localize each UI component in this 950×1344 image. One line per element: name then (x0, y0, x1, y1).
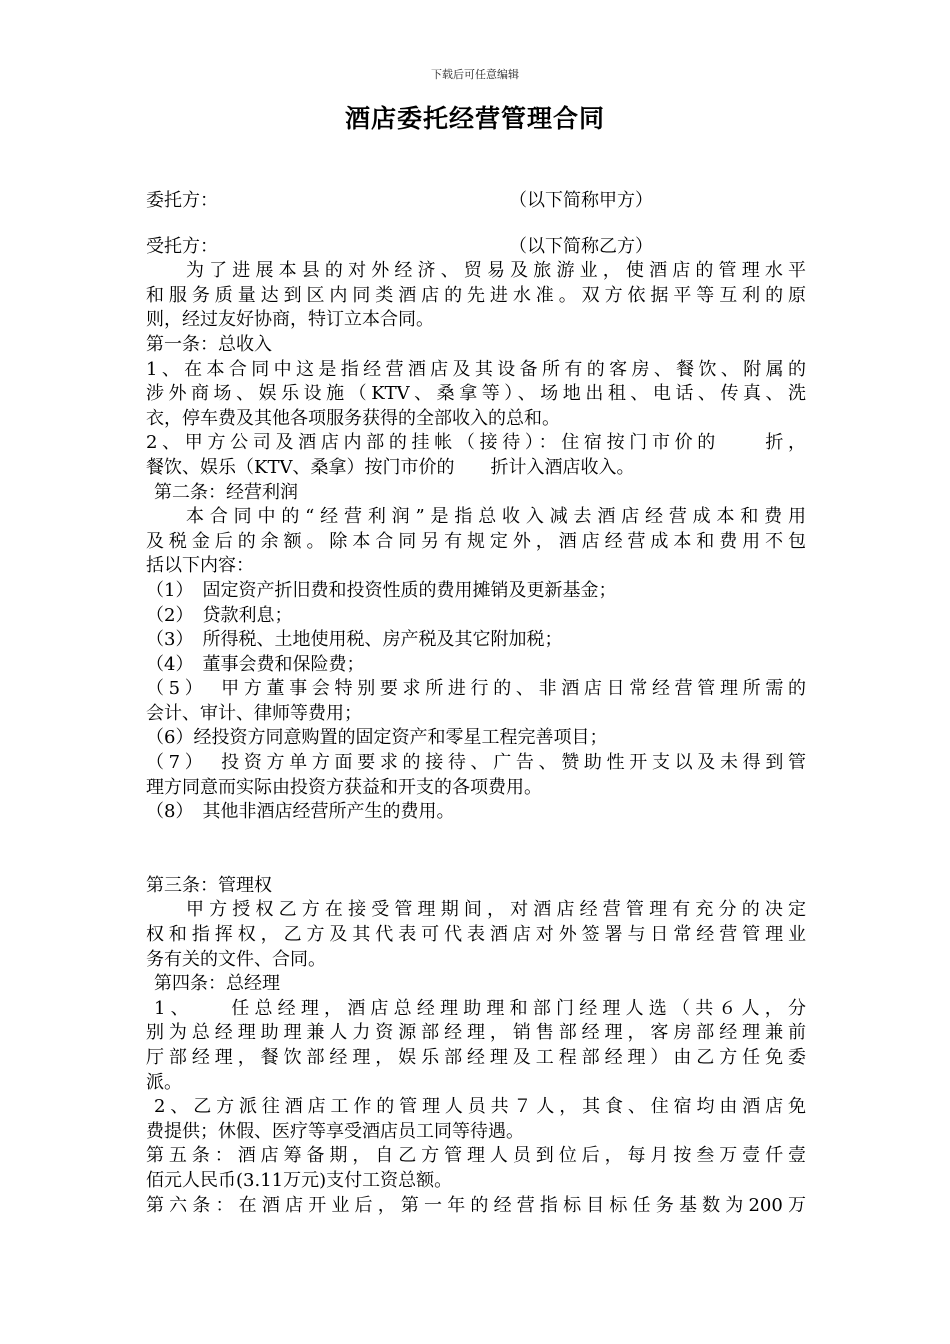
trustee-label: 受托方： (146, 235, 218, 257)
intro-line: 则，经过友好协商，特订立本合同。 (146, 309, 434, 331)
header-note: 下载后可任意编辑 (431, 68, 519, 81)
article-1-heading: 第一条：总收入 (146, 333, 272, 355)
article-3-line: 务有关的文件、合同。 (146, 948, 326, 970)
intro-line: 为了进展本县的对外经济、贸易及旅游业，使酒店的管理水平 (186, 260, 806, 282)
document-body (146, 189, 806, 1218)
article-1-item-1-line: 1、在本合同中这是指经营酒店及其设备所有的客房、餐饮、附属的 (146, 358, 806, 380)
trustee-party-line (146, 235, 806, 260)
article-1-item-2-line: 2、甲方公司及酒店内部的挂帐（接待）：住宿按门市价的 折， (146, 432, 806, 454)
article-2-item: （7） 投资方单方面要求的接待、广告、赞助性开支以及未得到管 (146, 752, 806, 774)
article-3-line: 甲方授权乙方在接受管理期间，对酒店经营管理有充分的决定 (186, 899, 806, 921)
article-2-heading: 第二条：经营利润 (154, 481, 298, 503)
article-4-item-1-line: 别为总经理助理兼人力资源部经理，销售部经理，客房部经理兼前 (146, 1022, 806, 1044)
intro-line: 和服务质量达到区内同类酒店的先进水准。双方依据平等互利的原 (146, 284, 806, 306)
article-2-item: （4） 董事会费和保险费； (146, 653, 365, 675)
article-1-item-1-line: 衣，停车费及其他各项服务获得的全部收入的总和。 (146, 407, 560, 429)
article-4-item-2-line: 费提供；休假、医疗等享受酒店员工同等待遇。 (146, 1120, 524, 1142)
document-title: 酒店委托经营管理合同 (344, 104, 605, 133)
article-4-item-2-line: 2、乙方派往酒店工作的管理人员共７人，其食、住宿均由酒店免 (154, 1096, 806, 1118)
trustee-note: （以下简称乙方） (509, 235, 653, 257)
entrust-label: 委托方： (146, 190, 218, 211)
article-4-heading: 第四条：总经理 (154, 973, 280, 995)
article-2-item: （6）经投资方同意购置的固定资产和零星工程完善项目； (146, 727, 608, 749)
article-4-item-1-line: 1、 任总经理，酒店总经理助理和部门经理人选（共６人，分 (154, 997, 806, 1019)
article-1-item-1-line: 涉外商场、娱乐设施（KTV、桑拿等）、场地出租、电话、传真、洗 (146, 383, 806, 405)
article-2-intro-line: 及税金后的余额。除本合同另有规定外，酒店经营成本和费用不包 (146, 530, 806, 552)
article-1-item-2-line: 餐饮、娱乐（KTV、桑拿）按门市价的 折计入酒店收入。 (146, 456, 635, 478)
article-2-item: （3） 所得税、土地使用税、房产税及其它附加税； (146, 629, 563, 651)
article-5-line: 第五条：酒店筹备期，自乙方管理人员到位后，每月按叁万壹仟壹 (146, 1145, 806, 1167)
article-4-item-1-line: 厅部经理，餐饮部经理，娱乐部经理及工程部经理）由乙方任免委 (146, 1047, 806, 1068)
article-2-item: （1） 固定资产折旧费和投资性质的费用摊销及更新基金； (146, 579, 617, 601)
article-2-intro-line: 括以下内容： (146, 555, 254, 577)
article-2-item: （8） 其他非酒店经营所产生的费用。 (146, 801, 455, 823)
article-6-line: 第六条：在酒店开业后，第一年的经营指标目标任务基数为200万 (146, 1194, 806, 1216)
article-2-item: （5） 甲方董事会特别要求所进行的、非酒店日常经营管理所需的 (146, 678, 806, 700)
entrust-note: （以下简称甲方） (509, 190, 653, 211)
article-3-line: 权和指挥权，乙方及其代表可代表酒店对外签署与日常经营管理业 (146, 924, 806, 946)
article-4-item-1-line: 派。 (146, 1071, 182, 1093)
article-5-line: 佰元人民币(3.11万元)支付工资总额。 (146, 1169, 453, 1191)
article-2-intro-line: 本合同中的“经营利润”是指总收入减去酒店经营成本和费用 (186, 506, 806, 528)
entrust-party-line (146, 189, 806, 214)
article-2-item: 理方同意而实际由投资方获益和开支的各项费用。 (146, 776, 542, 798)
article-2-item: 会计、审计、律师等费用； (146, 702, 362, 724)
article-2-item: （2） 贷款利息； (146, 604, 293, 626)
article-3-heading: 第三条：管理权 (146, 874, 272, 896)
